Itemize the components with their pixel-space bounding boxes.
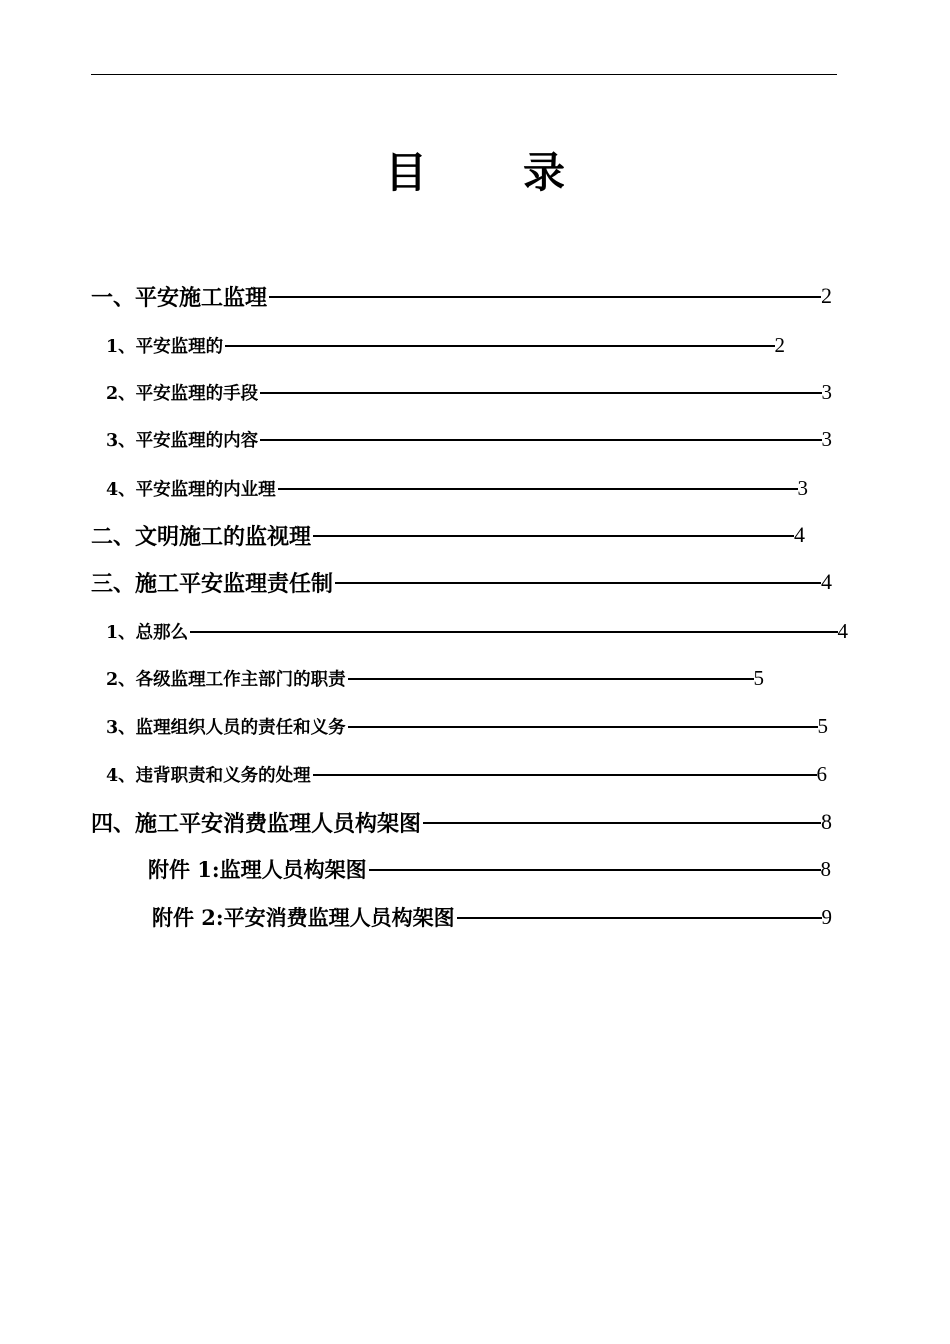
toc-entry-text: 1、平安监理的 [106,336,224,357]
toc-entry-3[interactable] [91,567,832,597]
toc-entry-1-4[interactable] [106,473,808,503]
toc-entry-text: 四、施工平安消费监理人员构架图 [91,810,422,837]
toc-page-number: 2 [821,283,832,308]
toc-leader [313,774,817,776]
toc-entry-1-3[interactable] [106,424,832,454]
toc-page-number: 8 [820,856,831,881]
toc-entry-text: 3、监理组织人员的责任和义务 [106,717,346,738]
toc-leader [313,535,794,537]
toc-entry-2[interactable] [91,520,805,550]
toc-entry-3-2[interactable] [106,663,764,693]
toc-page-number: 2 [774,332,785,357]
toc-page-number: 3 [797,475,808,500]
toc-leader [335,582,821,584]
toc-leader [348,678,754,680]
toc-entry-4[interactable] [91,807,832,837]
toc-page-number: 8 [821,809,832,834]
toc-entry-3-4[interactable] [106,759,827,789]
toc-entry-3-3[interactable] [106,711,828,741]
toc-entry-text: 2、各级监理工作主部门的职责 [106,669,346,690]
toc-entry-1-2[interactable] [106,377,832,407]
toc-entry-text: 1、总那么 [106,622,189,643]
toc-page-number: 4 [837,618,848,643]
toc-entry-text: 二、文明施工的监视理 [91,523,312,550]
toc-page-number: 3 [821,426,832,451]
toc-attachment-2[interactable] [152,902,832,932]
toc-page-number: 9 [821,904,832,929]
toc-leader [190,631,837,633]
toc-page-number: 4 [821,569,832,594]
toc-entry-text: 4、违背职责和义务的处理 [106,765,311,786]
toc-leader [225,345,774,347]
title-char-1: 目 [384,148,427,197]
toc-entry-text: 2、平安监理的手段 [106,383,259,404]
toc-page-number: 3 [821,379,832,404]
title-char-2: 录 [523,148,566,197]
toc-leader [369,869,821,871]
toc-entry-text: 附件 2:平安消费监理人员构架图 [152,905,455,930]
toc-entry-text: 一、平安施工监理 [91,284,268,311]
toc-page-number: 6 [816,761,827,786]
toc-entry-text: 三、施工平安监理责任制 [91,570,334,597]
toc-page-number: 5 [817,713,828,738]
toc-entry-text: 附件 1:监理人员构架图 [148,857,367,882]
toc-entry-text: 4、平安监理的内业理 [106,479,276,500]
toc-leader [260,392,821,394]
toc-leader [457,917,822,919]
toc-leader [269,296,821,298]
toc-entry-3-1[interactable] [106,616,848,646]
toc-entry-text: 3、平安监理的内容 [106,430,259,451]
toc-entry-1[interactable] [91,281,832,311]
toc-page-number: 5 [753,665,764,690]
toc-leader [260,439,821,441]
toc-leader [348,726,818,728]
toc-page-number: 4 [794,522,805,547]
toc-leader [423,822,821,824]
toc-attachment-1[interactable] [148,854,831,884]
toc-leader [278,488,798,490]
toc-entry-1-1[interactable] [106,330,785,360]
